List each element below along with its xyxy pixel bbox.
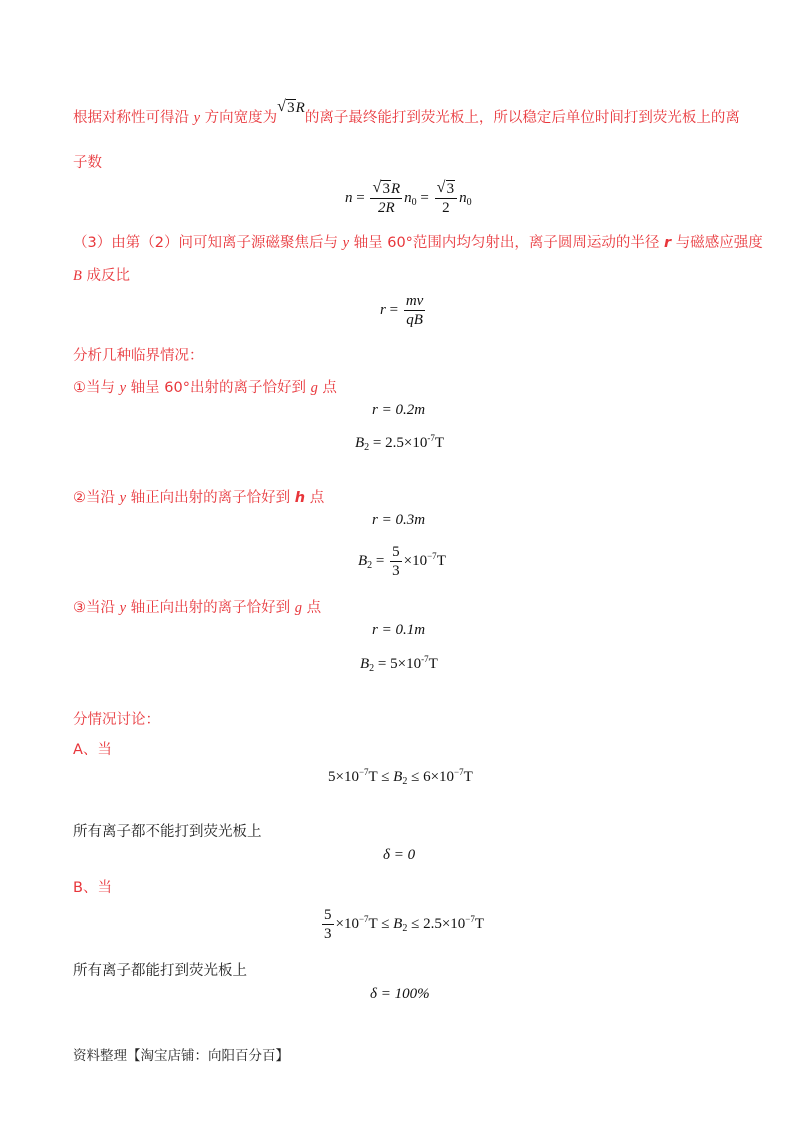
text: 根据对称性可得沿 [73, 110, 194, 126]
case-3-B: $B_2 = 5\times 10^{-7}T$ [360, 654, 438, 674]
text: 轴呈 60°范围内均匀射出，离子圆周运动的半径 [349, 235, 665, 251]
var-y: y [193, 110, 201, 126]
case-3-r: r = 0.1m [372, 622, 426, 638]
discussion-title: 分情况讨论： [73, 712, 160, 728]
equation-n: n = √ 3R 2R $n_0$ = √ 3 2 $n_0$ [345, 179, 472, 216]
case-A-label: A、当 [73, 742, 112, 758]
case-1-text: ①当与 y 轴呈 60°出射的离子恰好到 g 点 [73, 380, 337, 396]
case-B-label: B、当 [73, 880, 112, 896]
case-2-text: ②当沿 y 轴正向出射的离子恰好到 h 点 [73, 490, 325, 506]
paragraph-1-line-1 [73, 98, 740, 128]
case-B-delta: δ = 100% [370, 986, 430, 1002]
case-3-text: ③当沿 y 轴正向出射的离子恰好到 g 点 [73, 600, 322, 616]
case-2-r: r = 0.3m [372, 512, 426, 528]
case-A-inequality: $5\times 10^{-7}T \le B_2 \le 6\times 10^{-7}T$ [328, 767, 473, 787]
paragraph-2-line-1 [73, 233, 763, 253]
analysis-title: 分析几种临界情况： [73, 348, 204, 364]
paragraph-2-line-2 [73, 266, 130, 286]
case-A-delta: δ = 0 [383, 847, 416, 863]
paragraph-1-line-2 [73, 153, 102, 173]
var-r: r [664, 235, 672, 251]
case-1-r: r = 0.2m [372, 402, 426, 418]
text: 的离子最终能打到荧光板上，所以稳定后单位时间打到荧光板上的离 [304, 110, 740, 126]
sqrt3R: √ 3R [277, 98, 305, 116]
var-y: y [342, 235, 349, 251]
case-A-result: 所有离子都不能打到荧光板上 [73, 824, 262, 840]
text: （3）由第（2）问可知离子源磁聚焦后与 [73, 235, 343, 251]
case-1-B: $B_2 = 2.5\times 10^{-7}T$ [355, 433, 445, 453]
text: 子数 [73, 155, 102, 171]
case-B-inequality: $\frac{5}{3}$ $\times 10^{-7}T \le B_2 \le 2.5\times 10^{-7}T$ [324, 907, 485, 942]
text: 成反比 [81, 268, 130, 284]
footer-source: 资料整理【淘宝店铺：向阳百分百】 [73, 1048, 289, 1064]
var-B: B [73, 268, 82, 284]
equation-r: r = $\frac{mv}{qB}$ [380, 293, 424, 328]
case-2-B: $B_2$ = $\frac{5}{3}$ $\times 10^{-7}T$ [358, 544, 446, 579]
text: 方向宽度为 [200, 110, 278, 126]
text: 与磁感应强度 [671, 235, 763, 251]
case-B-result: 所有离子都能打到荧光板上 [73, 963, 247, 979]
